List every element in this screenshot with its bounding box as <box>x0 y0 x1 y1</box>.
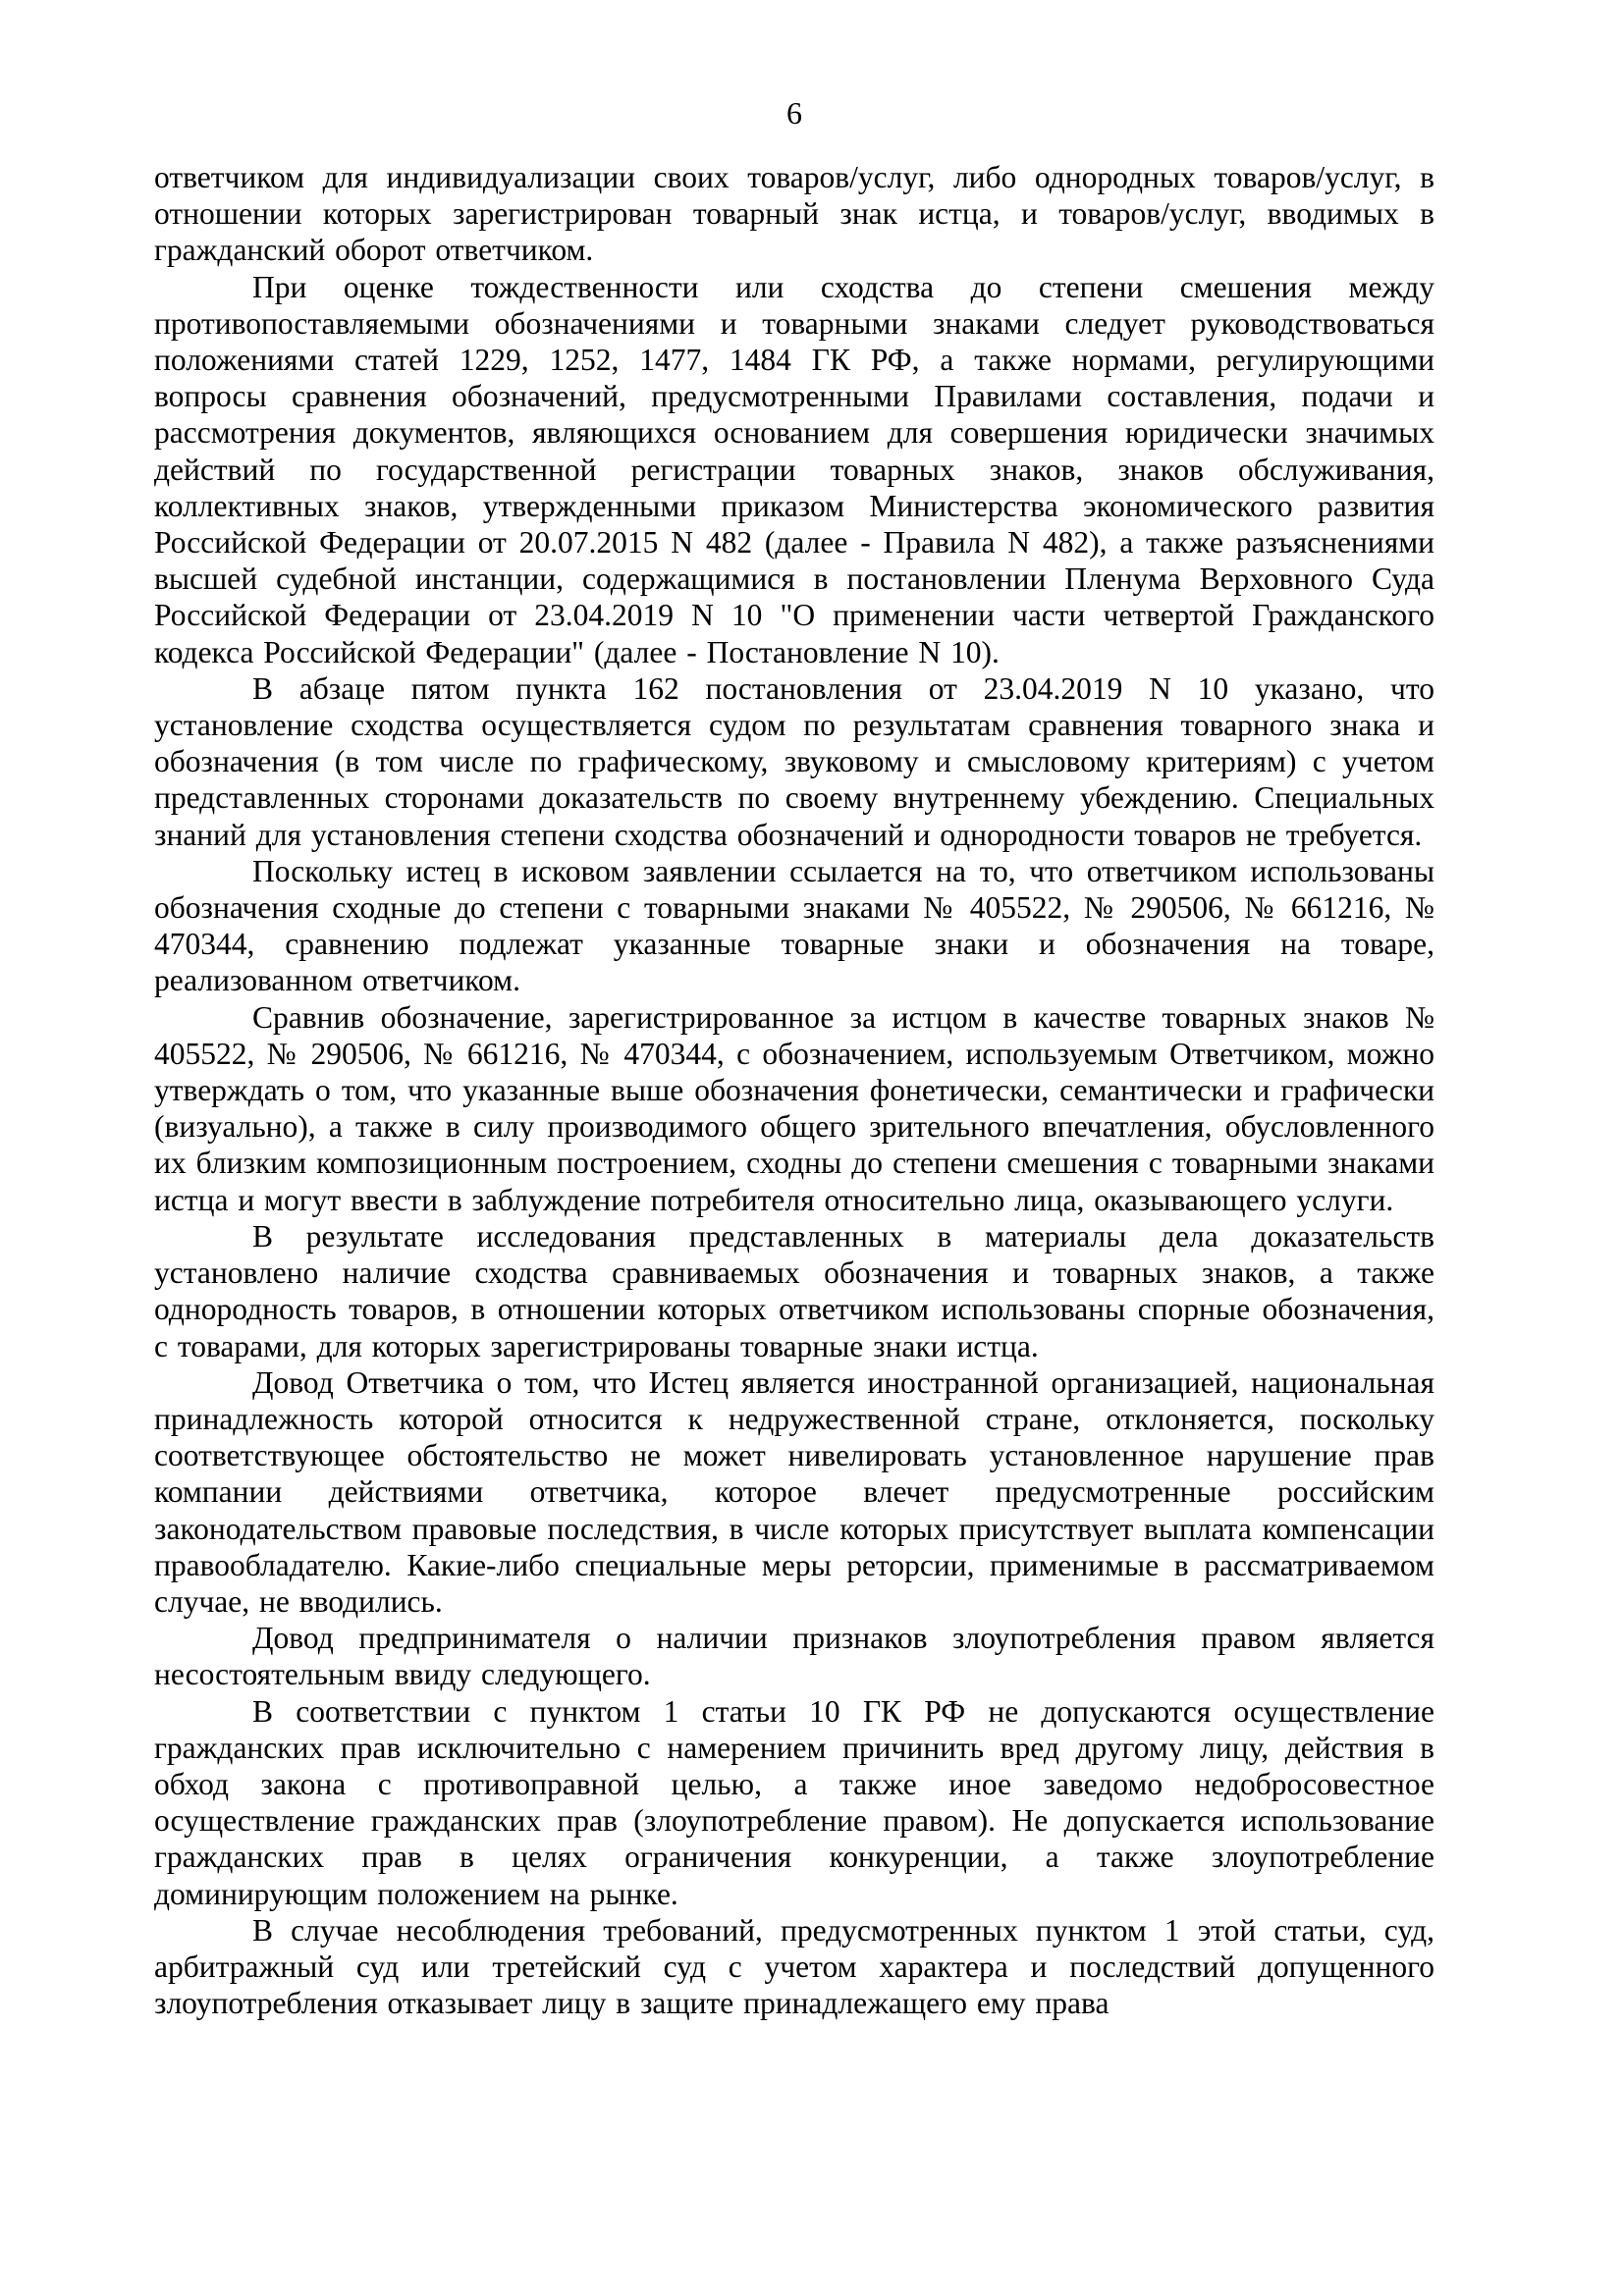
paragraph-5: Сравнив обозначение, зарегистрированное за истцом в качестве товарных знаков № 405522, № 290506, № 661216, № 470344, с обозначением, используемым Ответчиком, можно утверждать о том, что указанные выше обозначения фонетически, семантически и графически (визуально), а также в силу производимого общего зрительного впечатления, обусловленного их близким композиционным построением, сходны до степени смешения с товарными знаками истца и могут ввести в заблуждение потребителя относительно лица, оказывающего услуги. <box>154 999 1434 1217</box>
paragraph-2: При оценке тождественности или сходства до степени смешения между противопоставляемыми обозначениями и товарными знаками следует руководствоваться положениями статей 1229, 1252, 1477, 1484 ГК РФ, а также нормами, регулирующими вопросы сравнения обозначений, предусмотренными Правилами составления, подачи и рассмотрения документов, являющихся основанием для совершения юридически значимых действий по государственной регистрации товарных знаков, знаков обслуживания, коллективных знаков, утвержденными приказом Министерства экономического развития Российской Федерации от 20.07.2015 N 482 (далее - Правила N 482), а также разъяснениями высшей судебной инстанции, содержащимися в постановлении Пленума Верховного Суда Российской Федерации от 23.04.2019 N 10 "О применении части четвертой Гражданского кодекса Российской Федерации" (далее - Постановление N 10). <box>154 269 1434 669</box>
paragraph-6: В результате исследования представленных в материалы дела доказательств установлено наличие сходства сравниваемых обозначения и товарных знаков, а также однородность товаров, в отношении которых ответчиком использованы спорные обозначения, с товарами, для которых зарегистрированы товарные знаки истца. <box>154 1218 1434 1363</box>
paragraph-4: Поскольку истец в исковом заявлении ссылается на то, что ответчиком использованы обозначения сходные до степени с товарными знаками № 405522, № 290506, № 661216, № 470344, сравнению подлежат указанные товарные знаки и обозначения на товаре, реализованном ответчиком. <box>154 853 1434 998</box>
document-body <box>154 159 1434 2021</box>
paragraph-10: В случае несоблюдения требований, предусмотренных пунктом 1 этой статьи, суд, арбитражный суд или третейский суд с учетом характера и последствий допущенного злоупотребления отказывает лицу в защите принадлежащего ему права <box>154 1912 1434 2021</box>
paragraph-9: В соответствии с пунктом 1 статьи 10 ГК РФ не допускаются осуществление гражданских прав исключительно с намерением причинить вред другому лицу, действия в обход закона с противоправной целью, а также иное заведомо недобросовестное осуществление гражданских прав (злоупотребление правом). Не допускается использование гражданских прав в целях ограничения конкуренции, а также злоупотребление доминирующим положением на рынке. <box>154 1693 1434 1911</box>
paragraph-3: В абзаце пятом пункта 162 постановления от 23.04.2019 N 10 указано, что установление сходства осуществляется судом по результатам сравнения товарного знака и обозначения (в том числе по графическому, звуковому и смысловому критериям) с учетом представленных сторонами доказательств по своему внутреннему убеждению. Специальных знаний для установления степени сходства обозначений и однородности товаров не требуется. <box>154 670 1434 852</box>
paragraph-7: Довод Ответчика о том, что Истец является иностранной организацией, национальная принадлежность которой относится к недружественной стране, отклоняется, поскольку соответствующее обстоятельство не может нивелировать установленное нарушение прав компании действиями ответчика, которое влечет предусмотренные российским законодательством правовые последствия, в числе которых присутствует выплата компенсации правообладателю. Какие-либо специальные меры реторсии, применимые в рассматриваемом случае, не вводились. <box>154 1364 1434 1619</box>
page-number: 6 <box>786 95 802 131</box>
paragraph-8: Довод предпринимателя о наличии признаков злоупотребления правом является несостоятельным ввиду следующего. <box>154 1621 1434 1692</box>
paragraph-1: ответчиком для индивидуализации своих товаров/услуг, либо однородных товаров/услуг, в отношении которых зарегистрирован товарный знак истца, и товаров/услуг, вводимых в гражданский оборот ответчиком. <box>154 160 1434 268</box>
